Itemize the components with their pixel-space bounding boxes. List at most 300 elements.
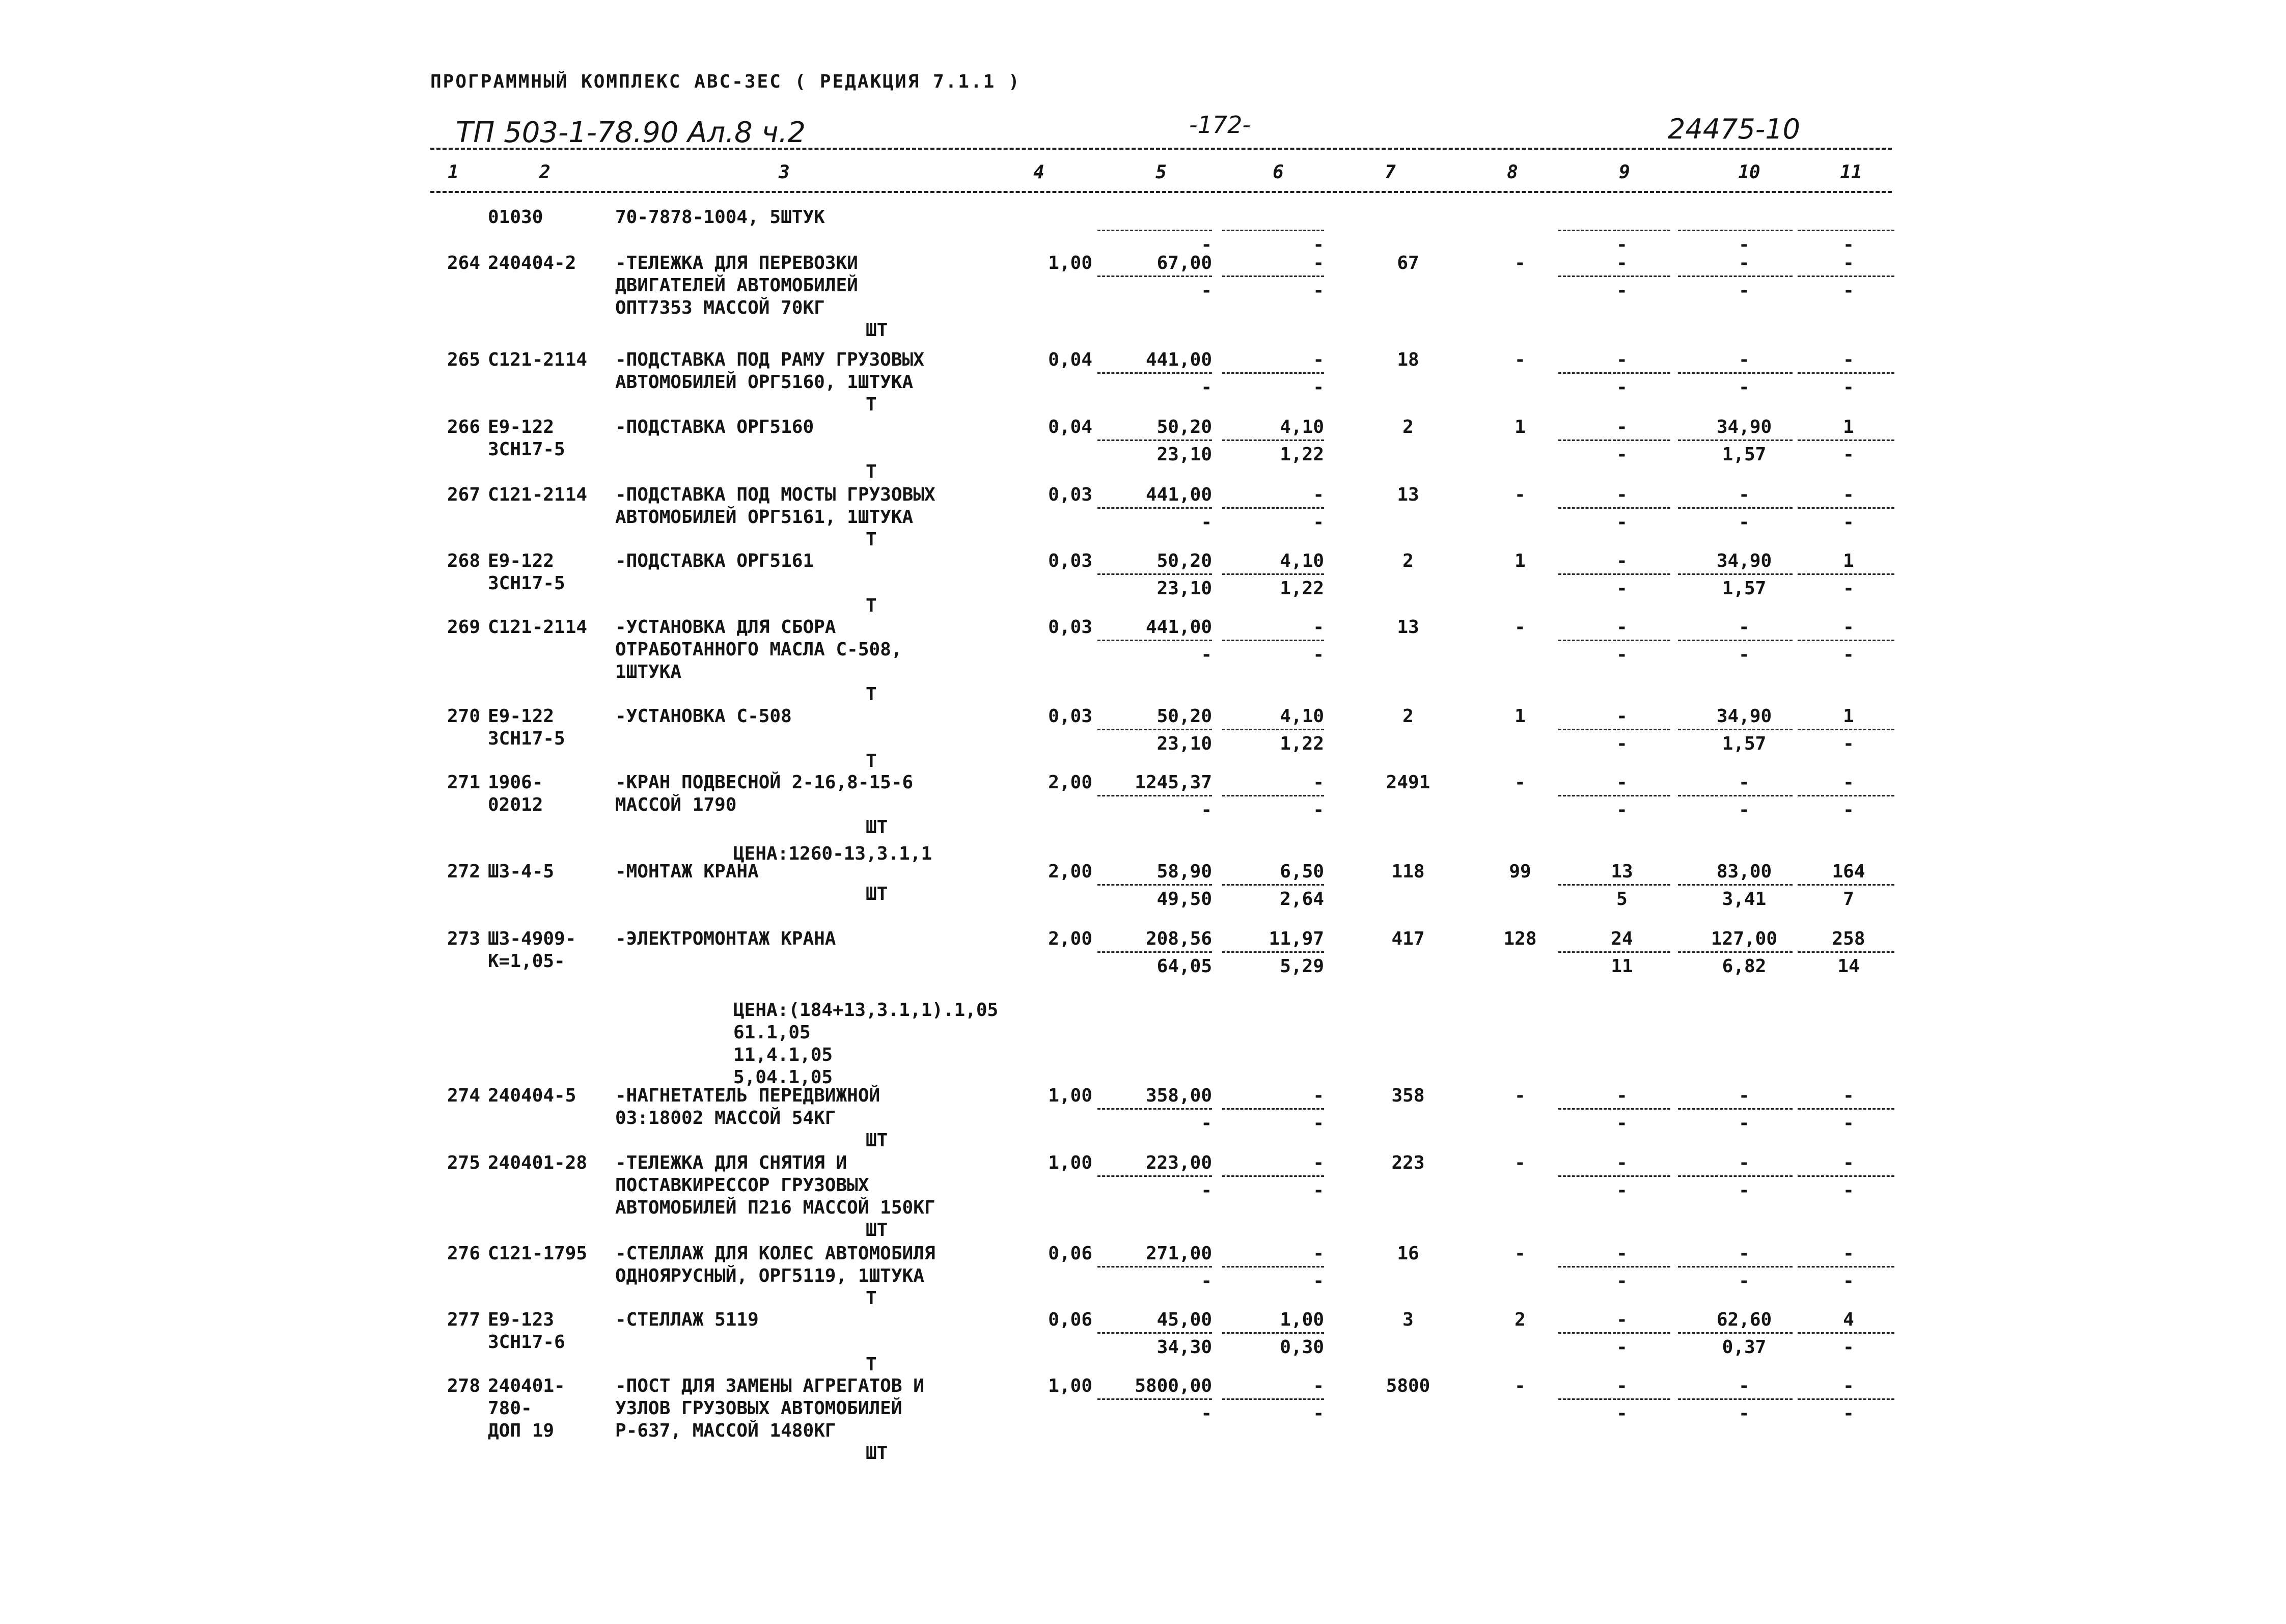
row-sub-value-c10: - xyxy=(1616,1113,1628,1134)
row-value-c7: 4,10 xyxy=(1280,706,1324,727)
row-sub-value-c11: 1,57 xyxy=(1722,444,1767,465)
row-value-c7: - xyxy=(1313,484,1324,505)
row-sub-value-c12: - xyxy=(1843,800,1854,820)
row-value-c11: 34,90 xyxy=(1716,417,1772,437)
row-description: -ТЕЛЕЖКА ДЛЯ СНЯТИЯ И xyxy=(615,1152,847,1173)
row-number: 269 xyxy=(447,617,480,638)
row-sub-value-c10: - xyxy=(1616,377,1628,398)
row-value-c7: 4,10 xyxy=(1280,550,1324,571)
row-value-qty: 0,03 xyxy=(1048,617,1092,638)
cell-divider xyxy=(1222,1266,1324,1268)
row-value-c6: 67,00 xyxy=(1156,253,1212,273)
row-description: Р-637, МАССОЙ 1480КГ xyxy=(615,1420,836,1441)
row-sub-value-c11: 3,41 xyxy=(1722,889,1767,910)
row-value-c8: 13 xyxy=(1397,617,1419,638)
cell-divider xyxy=(1678,1175,1793,1177)
row-value-c11: 83,00 xyxy=(1716,861,1772,882)
row-sub-value-c12: - xyxy=(1843,512,1854,533)
row-value-c6: 1245,37 xyxy=(1135,772,1212,793)
row-value-c6: 58,90 xyxy=(1156,861,1212,882)
row-sub-value-c10: - xyxy=(1616,578,1628,599)
price-formula: ЦЕНА:1260-13,3.1,1 xyxy=(733,843,932,864)
row-value-qty: 2,00 xyxy=(1048,928,1092,949)
column-number: 4 xyxy=(1033,162,1044,183)
row-value-c7: - xyxy=(1313,1375,1324,1396)
row-value-c9: - xyxy=(1514,253,1526,273)
row-code: ЗСН17-5 xyxy=(488,728,565,749)
cell-divider xyxy=(1222,439,1324,441)
cell-divider xyxy=(1558,573,1670,575)
row-code: С121-2114 xyxy=(488,484,588,505)
row-code: К=1,05- xyxy=(488,951,565,972)
row-description: ДВИГАТЕЛЕЙ АВТОМОБИЛЕЙ xyxy=(615,275,858,296)
row-value-c9: - xyxy=(1514,1243,1526,1264)
row-number: 277 xyxy=(447,1309,480,1330)
row-code: ДОП 19 xyxy=(488,1420,555,1441)
row-unit: Т xyxy=(866,461,877,482)
row-description: -ПОДСТАВКА ПОД РАМУ ГРУЗОВЫХ xyxy=(615,349,924,370)
cell-divider xyxy=(1798,1398,1894,1400)
row-description: -ТЕЛЕЖКА ДЛЯ ПЕРЕВОЗКИ xyxy=(615,253,858,273)
row-sub-value-c7: 1,22 xyxy=(1280,444,1324,465)
row-sub-value-c10: - xyxy=(1616,1180,1628,1201)
row-value-c12: 1 xyxy=(1843,706,1854,727)
cell-divider xyxy=(1558,507,1670,509)
row-value-qty: 0,06 xyxy=(1048,1309,1092,1330)
cell-divider xyxy=(1097,1332,1212,1334)
row-value-c7: - xyxy=(1313,1085,1324,1106)
row-value-c11: - xyxy=(1739,772,1750,793)
row-value-c11: - xyxy=(1739,1243,1750,1264)
row-sub-value-c7: 2,64 xyxy=(1280,889,1324,910)
row-sub-value-c11: 1,57 xyxy=(1722,578,1767,599)
row-description: -МОНТАЖ КРАНА xyxy=(615,861,759,882)
cell-divider xyxy=(1558,951,1670,953)
row-sub-value-c6: 23,10 xyxy=(1156,578,1212,599)
cell-divider xyxy=(1097,1108,1212,1110)
cell-divider xyxy=(1222,507,1324,509)
cell-divider xyxy=(1798,951,1894,953)
row-description: АВТОМОБИЛЕЙ ОРГ5161, 1ШТУКА xyxy=(615,507,914,528)
row-sub-value-c11: - xyxy=(1739,1113,1750,1134)
row-sub-value-c7: - xyxy=(1313,280,1324,301)
row-value-c10: - xyxy=(1616,1152,1628,1173)
row-code: Е9-122 xyxy=(488,417,555,437)
row-sub-value-c11: - xyxy=(1739,512,1750,533)
cell-divider xyxy=(1678,276,1793,277)
row-value-c12: - xyxy=(1843,1243,1854,1264)
row-value-c10: - xyxy=(1616,253,1628,273)
cell-divider xyxy=(1558,729,1670,730)
row-value-c6: 223,00 xyxy=(1145,1152,1212,1173)
row-value-c12: 164 xyxy=(1832,861,1865,882)
cell-divider xyxy=(1222,884,1324,886)
row-sub-value-c10: - xyxy=(1616,733,1628,754)
column-number: 1 xyxy=(448,162,459,183)
row-code: С121-2114 xyxy=(488,617,588,638)
row-value-c8: 118 xyxy=(1391,861,1425,882)
row-value-qty: 2,00 xyxy=(1048,772,1092,793)
row-number: 267 xyxy=(447,484,480,505)
row-sub-value-c7: - xyxy=(1313,644,1324,665)
row-value-c9: 128 xyxy=(1503,928,1537,949)
cell-divider xyxy=(1678,1398,1793,1400)
row-value-c10: - xyxy=(1616,417,1628,437)
row-sub-value-c6: - xyxy=(1201,1403,1212,1424)
row-sub-value-c6: 64,05 xyxy=(1156,956,1212,977)
row-sub-value-c11: - xyxy=(1739,1403,1750,1424)
row-value-c8: 2 xyxy=(1402,706,1414,727)
row-number: 268 xyxy=(447,550,480,571)
cell-divider xyxy=(1678,230,1793,231)
row-sub-value-c12: - xyxy=(1843,644,1854,665)
column-number: 9 xyxy=(1619,162,1630,183)
row-description: АВТОМОБИЛЕЙ ОРГ5160, 1ШТУКА xyxy=(615,372,914,393)
row-value-c10: 24 xyxy=(1611,928,1633,949)
cell-divider xyxy=(1678,951,1793,953)
row-description: МАССОЙ 1790 xyxy=(615,794,737,815)
cell-divider xyxy=(1678,507,1793,509)
row-description: -СТЕЛЛАЖ 5119 xyxy=(615,1309,759,1330)
cell-divider xyxy=(1097,795,1212,796)
row-description: ОТРАБОТАННОГО МАСЛА С-508, xyxy=(615,639,902,660)
cell-divider xyxy=(1222,1398,1324,1400)
cell-divider xyxy=(1097,372,1212,374)
cell-divider xyxy=(1097,276,1212,277)
row-value-c10: 13 xyxy=(1611,861,1633,882)
cell-divider xyxy=(1798,1266,1894,1268)
row-sub-value-c7: 0,30 xyxy=(1280,1337,1324,1358)
price-formula: ЦЕНА:(184+13,3.1,1).1,05 xyxy=(733,1000,999,1021)
cell-divider xyxy=(1097,951,1212,953)
doc-number: 24475-10 xyxy=(1668,113,1800,145)
row-sub-value-c6: 23,10 xyxy=(1156,733,1212,754)
row-sub-value-c10: - xyxy=(1616,644,1628,665)
row-value-c8: 67 xyxy=(1397,253,1419,273)
row-value-qty: 1,00 xyxy=(1048,1375,1092,1396)
cell-divider xyxy=(1678,884,1793,886)
row-code: Ш3-4909- xyxy=(488,928,576,949)
row-sub-value-c7: - xyxy=(1313,1403,1324,1424)
row-value-qty: 0,03 xyxy=(1048,484,1092,505)
row-value-c7: - xyxy=(1313,349,1324,370)
row-value-c10: - xyxy=(1616,484,1628,505)
row-number: 278 xyxy=(447,1375,480,1396)
row-sub-value-c6: - xyxy=(1201,512,1212,533)
cell-divider xyxy=(1798,439,1894,441)
row-code: 240404-5 xyxy=(488,1085,576,1106)
cell-divider xyxy=(1798,795,1894,796)
cell-divider xyxy=(1222,276,1324,277)
doc-code: ТП 503-1-78.90 Ал.8 ч.2 xyxy=(456,116,806,149)
row-description: ОПТ7353 МАССОЙ 70КГ xyxy=(615,297,825,318)
row-value-c8: 13 xyxy=(1397,484,1419,505)
cell-divider xyxy=(1097,1175,1212,1177)
cell-divider xyxy=(1558,1108,1670,1110)
cell-divider xyxy=(1558,276,1670,277)
row-unit: Т xyxy=(866,684,877,705)
row-sub-value-c11: - xyxy=(1739,377,1750,398)
cell-divider xyxy=(1798,276,1894,277)
row-sub-value-c6: - xyxy=(1201,644,1212,665)
row-description: -ПОСТ ДЛЯ ЗАМЕНЫ АГРЕГАТОВ И xyxy=(615,1375,924,1396)
row-value-qty: 0,04 xyxy=(1048,417,1092,437)
row-sub-value-c10: - xyxy=(1616,234,1628,255)
row-code: 240404-2 xyxy=(488,253,576,273)
header-rule-bottom xyxy=(430,191,1892,193)
row-value-c10: - xyxy=(1616,617,1628,638)
row-value-c8: 2491 xyxy=(1386,772,1430,793)
cell-divider xyxy=(1222,795,1324,796)
row-unit: Т xyxy=(866,394,877,415)
row-code: Ш3-4-5 xyxy=(488,861,555,882)
cell-divider xyxy=(1097,573,1212,575)
cell-divider xyxy=(1678,1108,1793,1110)
cell-divider xyxy=(1798,230,1894,231)
cell-divider xyxy=(1678,729,1793,730)
cell-divider xyxy=(1222,951,1324,953)
row-sub-value-c10: - xyxy=(1616,800,1628,820)
column-number: 7 xyxy=(1385,162,1396,183)
row-sub-value-c6: - xyxy=(1201,800,1212,820)
row-unit: Т xyxy=(866,751,877,772)
price-formula: 61.1,05 xyxy=(733,1022,811,1043)
row-sub-value-c11: 6,82 xyxy=(1722,956,1767,977)
row-sub-value-c10: - xyxy=(1616,444,1628,465)
cell-divider xyxy=(1558,1332,1670,1334)
row-code: С121-1795 xyxy=(488,1243,588,1264)
row-sub-value-c10: 11 xyxy=(1611,956,1633,977)
cell-divider xyxy=(1798,884,1894,886)
row-sub-value-c6: - xyxy=(1201,1271,1212,1291)
column-number: 5 xyxy=(1155,162,1167,183)
column-number: 8 xyxy=(1507,162,1518,183)
row-sub-value-c7: - xyxy=(1313,377,1324,398)
row-value-c12: - xyxy=(1843,253,1854,273)
cell-divider xyxy=(1222,372,1324,374)
cell-divider xyxy=(1678,1266,1793,1268)
row-sub-value-c12: - xyxy=(1843,377,1854,398)
column-number: 3 xyxy=(779,162,790,183)
row-sub-value-c6: - xyxy=(1201,1180,1212,1201)
row-unit: Т xyxy=(866,595,877,616)
cell-divider xyxy=(1798,507,1894,509)
row-value-c10: - xyxy=(1616,1375,1628,1396)
cell-divider xyxy=(1222,230,1324,231)
row-value-c9: - xyxy=(1514,772,1526,793)
row-value-c6: 441,00 xyxy=(1145,484,1212,505)
row-number: 270 xyxy=(447,706,480,727)
cell-divider xyxy=(1558,230,1670,231)
row-sub-value-c10: - xyxy=(1616,1337,1628,1358)
cell-divider xyxy=(1558,884,1670,886)
row-value-c12: - xyxy=(1843,772,1854,793)
row-value-c11: 34,90 xyxy=(1716,706,1772,727)
cell-divider xyxy=(1222,1108,1324,1110)
row-value-c7: - xyxy=(1313,772,1324,793)
cell-divider xyxy=(1798,729,1894,730)
row-value-c7: 6,50 xyxy=(1280,861,1324,882)
row-sub-value-c10: - xyxy=(1616,1271,1628,1291)
row-value-c12: 258 xyxy=(1832,928,1865,949)
row-number: 275 xyxy=(447,1152,480,1173)
row-value-qty: 1,00 xyxy=(1048,1085,1092,1106)
row-value-c7: - xyxy=(1313,1243,1324,1264)
row-sub-value-c6: - xyxy=(1201,377,1212,398)
row-value-c7: - xyxy=(1313,1152,1324,1173)
row-value-c6: 358,00 xyxy=(1145,1085,1212,1106)
column-number: 6 xyxy=(1273,162,1284,183)
column-number: 2 xyxy=(539,162,550,183)
row-sub-value-c11: - xyxy=(1739,644,1750,665)
cell-divider xyxy=(1097,439,1212,441)
row-sub-value-c7: 5,29 xyxy=(1280,956,1324,977)
row-sub-value-c11: - xyxy=(1739,1271,1750,1291)
row-code: ЗСН17-6 xyxy=(488,1332,565,1353)
row-description: -ПОДСТАВКА ОРГ5160 xyxy=(615,417,814,437)
row-sub-value-c12: - xyxy=(1843,234,1854,255)
row-value-c9: 1 xyxy=(1514,417,1526,437)
cell-divider xyxy=(1558,795,1670,796)
row-value-c11: 127,00 xyxy=(1711,928,1778,949)
row-code: Е9-123 xyxy=(488,1309,555,1330)
program-title: ПРОГРАММНЫЙ КОМПЛЕКС АВС-ЗЕС ( РЕДАКЦИЯ 7.1.1 ) xyxy=(430,71,1021,92)
row-value-c11: - xyxy=(1739,617,1750,638)
row-unit: Т xyxy=(866,1354,877,1375)
row-value-c8: 16 xyxy=(1397,1243,1419,1264)
row-value-c9: - xyxy=(1514,617,1526,638)
row-value-c12: - xyxy=(1843,1152,1854,1173)
row-code: 1906- xyxy=(488,772,543,793)
cell-divider xyxy=(1097,230,1212,231)
cell-divider xyxy=(1097,640,1212,641)
row-sub-value-c6: - xyxy=(1201,280,1212,301)
cell-divider xyxy=(1222,573,1324,575)
row-sub-value-c12: - xyxy=(1843,1337,1854,1358)
row-value-c7: 11,97 xyxy=(1269,928,1324,949)
row-sub-value-c12: 14 xyxy=(1837,956,1860,977)
row-unit: Т xyxy=(866,1288,877,1309)
row-value-c12: - xyxy=(1843,617,1854,638)
row-sub-value-c7: - xyxy=(1313,512,1324,533)
row-value-c12: - xyxy=(1843,349,1854,370)
row-value-c10: - xyxy=(1616,349,1628,370)
row-description: АВТОМОБИЛЕЙ П216 МАССОЙ 150КГ xyxy=(615,1197,935,1218)
row-code: ЗСН17-5 xyxy=(488,439,565,460)
row-value-c12: 1 xyxy=(1843,550,1854,571)
row-value-c6: 5800,00 xyxy=(1135,1375,1212,1396)
cell-divider xyxy=(1798,372,1894,374)
row-sub-value-c12: - xyxy=(1843,280,1854,301)
row-code: Е9-122 xyxy=(488,706,555,727)
row-sub-value-c7: - xyxy=(1313,1180,1324,1201)
row-sub-value-c10: - xyxy=(1616,512,1628,533)
row-sub-value-c6: 49,50 xyxy=(1156,889,1212,910)
row-value-c11: 62,60 xyxy=(1716,1309,1772,1330)
cell-divider xyxy=(1798,573,1894,575)
row-value-c6: 50,20 xyxy=(1156,417,1212,437)
row-value-c8: 358 xyxy=(1391,1085,1425,1106)
row-number: 273 xyxy=(447,928,480,949)
row-value-c8: 5800 xyxy=(1386,1375,1430,1396)
cell-divider xyxy=(1222,729,1324,730)
row-description: 03:18002 МАССОЙ 54КГ xyxy=(615,1108,836,1128)
row-value-qty: 1,00 xyxy=(1048,253,1092,273)
row-sub-value-c11: 1,57 xyxy=(1722,733,1767,754)
row-unit: ШТ xyxy=(866,1220,888,1241)
row-sub-value-c12: 7 xyxy=(1843,889,1854,910)
row-code: Е9-122 xyxy=(488,550,555,571)
row-unit: ШТ xyxy=(866,1130,888,1151)
row-sub-value-c10: 5 xyxy=(1616,889,1628,910)
row-sub-value-c11: - xyxy=(1739,280,1750,301)
row-value-c6: 441,00 xyxy=(1145,617,1212,638)
row-description: -СТЕЛЛАЖ ДЛЯ КОЛЕС АВТОМОБИЛЯ xyxy=(615,1243,935,1264)
row-description: 70-7878-1004, 5ШТУК xyxy=(615,207,825,228)
row-value-c8: 18 xyxy=(1397,349,1419,370)
row-value-c11: - xyxy=(1739,253,1750,273)
row-number: 266 xyxy=(447,417,480,437)
cell-divider xyxy=(1798,1175,1894,1177)
row-description: -ПОДСТАВКА ОРГ5161 xyxy=(615,550,814,571)
row-value-c9: - xyxy=(1514,349,1526,370)
cell-divider xyxy=(1558,640,1670,641)
row-unit: ШТ xyxy=(866,320,888,341)
row-value-c9: 1 xyxy=(1514,550,1526,571)
row-value-c8: 417 xyxy=(1391,928,1425,949)
cell-divider xyxy=(1678,640,1793,641)
cell-divider xyxy=(1678,372,1793,374)
row-value-qty: 1,00 xyxy=(1048,1152,1092,1173)
row-value-c11: - xyxy=(1739,1375,1750,1396)
row-value-c6: 45,00 xyxy=(1156,1309,1212,1330)
row-description: ОДНОЯРУСНЫЙ, ОРГ5119, 1ШТУКА xyxy=(615,1265,924,1286)
row-value-c8: 2 xyxy=(1402,550,1414,571)
row-code: 780- xyxy=(488,1398,532,1419)
row-sub-value-c12: - xyxy=(1843,1403,1854,1424)
row-value-c7: 4,10 xyxy=(1280,417,1324,437)
row-sub-value-c7: 1,22 xyxy=(1280,733,1324,754)
row-unit: Т xyxy=(866,529,877,550)
cell-divider xyxy=(1097,884,1212,886)
row-value-c11: 34,90 xyxy=(1716,550,1772,571)
row-value-qty: 0,03 xyxy=(1048,550,1092,571)
row-value-c7: 1,00 xyxy=(1280,1309,1324,1330)
column-number: 10 xyxy=(1738,162,1760,183)
price-formula: 5,04.1,05 xyxy=(733,1067,833,1088)
row-value-c6: 50,20 xyxy=(1156,550,1212,571)
row-sub-value-c6: 34,30 xyxy=(1156,1337,1212,1358)
row-sub-value-c12: - xyxy=(1843,1113,1854,1134)
row-value-c9: - xyxy=(1514,484,1526,505)
row-value-c6: 441,00 xyxy=(1145,349,1212,370)
row-number: 264 xyxy=(447,253,480,273)
row-value-c6: 271,00 xyxy=(1145,1243,1212,1264)
cell-divider xyxy=(1558,1398,1670,1400)
row-value-c12: - xyxy=(1843,1375,1854,1396)
cell-divider xyxy=(1222,1332,1324,1334)
row-value-qty: 0,06 xyxy=(1048,1243,1092,1264)
row-code: 02012 xyxy=(488,794,543,815)
row-value-c12: 1 xyxy=(1843,417,1854,437)
row-sub-value-c6: - xyxy=(1201,234,1212,255)
row-value-c10: - xyxy=(1616,550,1628,571)
row-value-c6: 50,20 xyxy=(1156,706,1212,727)
row-description: 1ШТУКА xyxy=(615,662,682,682)
column-number: 11 xyxy=(1840,162,1862,183)
row-sub-value-c12: - xyxy=(1843,578,1854,599)
row-description: -ЭЛЕКТРОМОНТАЖ КРАНА xyxy=(615,928,836,949)
